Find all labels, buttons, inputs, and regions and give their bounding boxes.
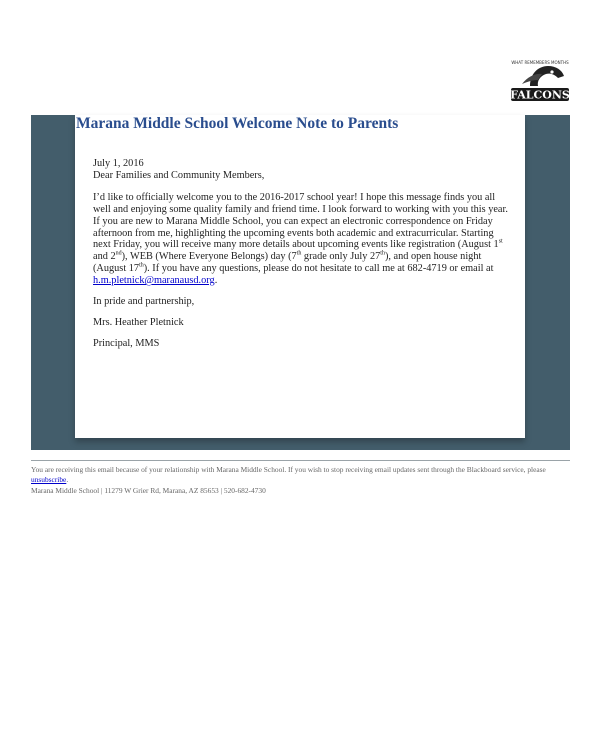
page-title: Marana Middle School Welcome Note to Parents xyxy=(76,115,399,132)
letter-body xyxy=(93,158,513,350)
footer-address: Marana Middle School | 11279 W Grier Rd, Marana, AZ 85653 | 520-682-4730 xyxy=(31,485,266,495)
footer-notice: You are receiving this email because of your relationship with Marana Middle School. If you wish to stop receiving email updates sent through the Blackboard service, please unsubscribe. xyxy=(31,465,546,485)
letter-card xyxy=(75,115,525,438)
letter-salutation: Dear Families and Community Members, xyxy=(93,169,265,181)
logo-top-text: WHAT REMEMBERS MONTHS xyxy=(511,60,569,65)
letter-closing: In pride and partnership, xyxy=(93,296,195,308)
unsubscribe-link[interactable]: unsubscribe xyxy=(31,475,67,485)
letter-paragraph: I’d like to officially welcome you to the 2016-2017 school year! I hope this message finds you all well and enjoying some quality family and friend time. I look forward to working with you this year. If you are new to Marana Middle School, you can expect an electronic correspondence on Friday afternoon from me, highlighting the upcoming events both academic and extracurricular. Starting next Friday, you will receive many more details about upcoming events like registration (August 1st and 2nd), WEB (Where Everyone Belongs) day (7th grade only July 27th), and open house night (August 17th). If you have any questions, please do not hesitate to call me at 682-4719 or email at h.m.pletnick@maranausd.org. xyxy=(93,191,508,287)
footer-divider xyxy=(31,460,570,461)
signature-title: Principal, MMS xyxy=(93,337,160,349)
email-link[interactable]: h.m.pletnick@maranausd.org xyxy=(93,275,215,287)
logo-name: FALCONS xyxy=(510,88,570,102)
signature-name: Mrs. Heather Pletnick xyxy=(93,316,184,328)
letter-date: July 1, 2016 xyxy=(93,158,144,169)
falcons-logo xyxy=(508,56,572,104)
footer xyxy=(31,465,570,496)
falcon-head-icon xyxy=(522,66,564,86)
